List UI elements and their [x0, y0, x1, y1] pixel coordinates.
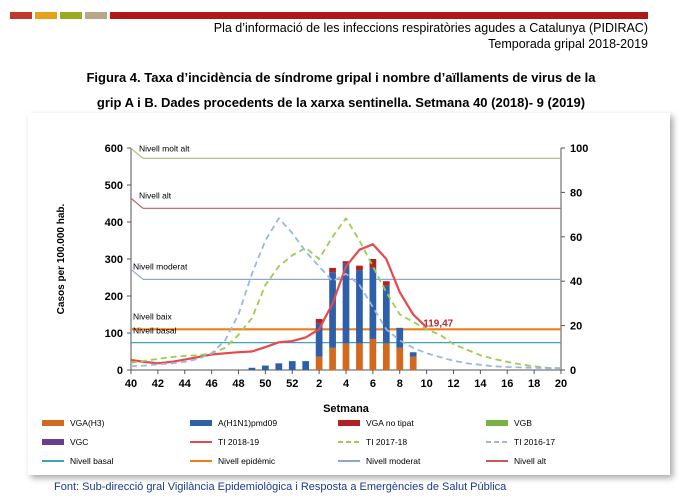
y-tick-label: 600: [104, 143, 123, 155]
y2-tick-label: 60: [570, 231, 583, 244]
legend-label: TI 2018-19: [218, 437, 260, 447]
bar-a-h1n1-pmd09: [383, 286, 390, 344]
legend-label: VGA no tipat: [366, 418, 414, 428]
y2-tick-label: 40: [570, 276, 583, 289]
bar-a-h1n1-pmd09: [302, 361, 309, 370]
x-tick-label: 10: [420, 378, 433, 390]
bar-vga-h3-: [383, 343, 390, 370]
header-bar-2: [35, 12, 57, 19]
bar-a-h1n1-pmd09: [410, 352, 417, 356]
threshold-text-label: Nivell alt: [139, 190, 172, 201]
threshold-text-label: Nivell moderat: [133, 261, 188, 272]
y-tick-label: 200: [104, 291, 123, 303]
bar-a-h1n1-pmd09: [356, 270, 363, 343]
legend-label: Nivell alt: [514, 456, 547, 466]
x-tick-label: 8: [396, 378, 403, 390]
y-tick-label: 500: [104, 180, 123, 192]
y2-tick-label: 20: [570, 320, 583, 333]
bar-a-h1n1-pmd09: [262, 366, 269, 370]
legend-label: VGB: [514, 418, 532, 428]
x-tick-label: 12: [447, 378, 460, 390]
legend-label: TI 2016-17: [514, 437, 556, 447]
legend-label: Nivell moderat: [366, 456, 421, 466]
y-tick-label: 100: [104, 328, 123, 340]
bar-vga-h3-: [316, 357, 323, 370]
legend-label: VGC: [70, 437, 89, 447]
bar-vga-h3-: [370, 339, 377, 370]
bar-a-h1n1-pmd09: [289, 361, 296, 370]
figure-title-line-1: Figura 4. Taxa d’incidència de síndrome gripal i nombre d’aïllaments de virus de la: [86, 70, 596, 85]
x-tick-label: 14: [474, 378, 487, 390]
bar-vga-no-tipat: [383, 281, 390, 285]
bar-a-h1n1-pmd09: [396, 328, 403, 348]
x-tick-label: 42: [151, 378, 164, 390]
legend-swatch: [486, 420, 508, 426]
legend-swatch: [338, 420, 360, 426]
bar-vga-h3-: [396, 348, 403, 370]
header-bar-5: [110, 12, 648, 19]
legend-swatch: [42, 420, 64, 426]
x-axis-title: Setmana: [323, 403, 369, 415]
bar-vga-no-tipat: [356, 266, 363, 270]
y-tick-label: 300: [104, 254, 123, 266]
legend-label: Nivell basal: [70, 456, 114, 466]
legend-swatch: [190, 420, 212, 426]
x-tick-label: 48: [232, 378, 245, 390]
header-bar-1: [10, 12, 32, 19]
threshold-text-label: Nivell basal: [133, 325, 177, 336]
bar-vga-h3-: [410, 357, 417, 370]
y2-tick-label: 0: [570, 365, 577, 377]
chart-panel: [28, 113, 670, 475]
x-tick-label: 40: [124, 378, 138, 390]
x-tick-label: 18: [528, 378, 541, 390]
legend-label: VGA(H3): [70, 418, 105, 428]
x-tick-label: 46: [205, 378, 218, 390]
legend-label: TI 2017-18: [366, 437, 408, 447]
chart-svg: [28, 113, 670, 475]
x-tick-label: 6: [369, 378, 376, 390]
bar-vga-no-tipat: [329, 268, 336, 272]
x-tick-label: 4: [342, 378, 350, 390]
header-bar-3: [60, 12, 82, 19]
x-tick-label: 16: [501, 378, 514, 390]
x-tick-label: 50: [259, 378, 272, 390]
figure-title-line-2: grip A i B. Dades procedents de la xarxa sentinella. Setmana 40 (2018)- 9 (2019): [96, 95, 586, 110]
y2-tick-label: 100: [570, 143, 589, 155]
y-axis-title: Casos per 100.000 hab.: [56, 203, 67, 315]
header-line-2: Temporada gripal 2018-2019: [488, 37, 648, 51]
header-line-1: Pla d’informació de les infeccions respiratòries agudes a Catalunya (PIDIRAC): [213, 21, 648, 35]
threshold-text-label: Nivell molt alt: [139, 143, 190, 154]
bar-vga-h3-: [329, 348, 336, 370]
x-tick-label: 2: [316, 378, 323, 390]
threshold-text-label: Nivell baix: [133, 311, 172, 322]
bar-a-h1n1-pmd09: [275, 363, 282, 370]
x-tick-label: 52: [286, 378, 299, 390]
x-tick-label: 20: [554, 378, 568, 390]
legend-label: Nivell epidèmic: [218, 456, 276, 466]
y-tick-label: 400: [104, 217, 123, 229]
legend-label: A(H1N1)pmd09: [218, 418, 278, 428]
bar-vga-h3-: [343, 343, 350, 370]
source-footer: Font: Sub-direcció gral Vigilància Epidemiològica i Resposta a Emergències de Salut Pública: [54, 481, 507, 493]
x-tick-label: 44: [178, 378, 191, 390]
bar-vga-h3-: [356, 343, 363, 370]
y2-tick-label: 80: [570, 187, 583, 200]
y-tick-label: 0: [116, 365, 123, 377]
header-bar-4: [85, 12, 107, 19]
epidemic-value-label: 119,47: [423, 318, 454, 330]
bar-a-h1n1-pmd09: [249, 368, 256, 370]
legend-swatch: [42, 439, 64, 445]
